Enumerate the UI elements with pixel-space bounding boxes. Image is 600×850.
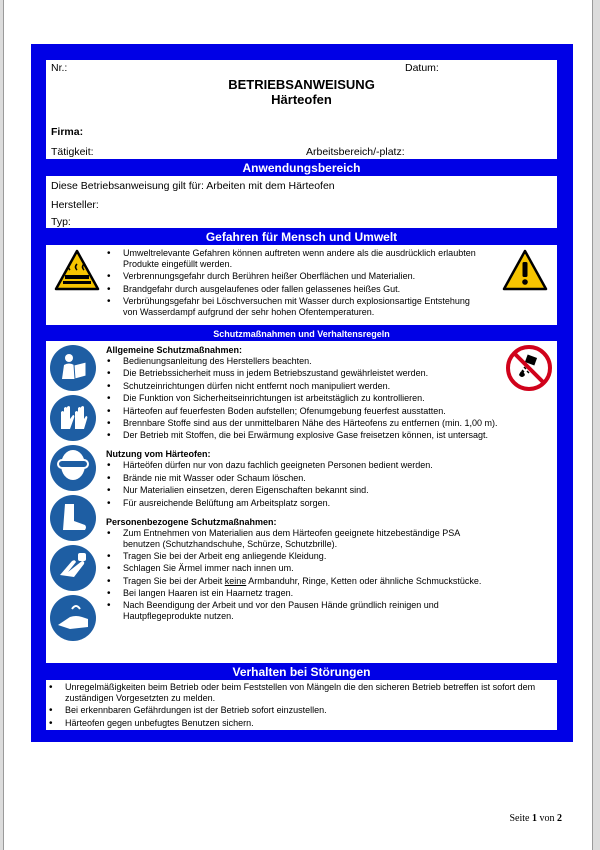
list-item: • Nur Materialien einsetzen, deren Eigenschaften bekannt sind.	[106, 485, 498, 496]
list-item: • Bedienungsanleitung des Herstellers beachten.	[106, 356, 498, 367]
person-list	[106, 528, 498, 623]
nutzung-list	[106, 460, 498, 508]
stoerungen-heading: Verhalten bei Störungen	[232, 665, 371, 679]
taetigkeit-label: Tätigkeit:	[51, 146, 94, 158]
page-von: von	[539, 813, 555, 824]
page-number	[510, 813, 563, 824]
page-title: BETRIEBSANWEISUNG	[228, 77, 375, 92]
list-item: • Härteofen auf feuerfesten Boden aufstellen; Ofenumgebung feuerfest ausstatten.	[106, 406, 498, 417]
schutz-text	[106, 345, 498, 624]
gloves-icon	[50, 395, 96, 441]
list-item: • Brandgefahr durch ausgelaufenes oder fallen gelassenes heißes Gut.	[106, 284, 486, 295]
list-item: • Für ausreichende Belüftung am Arbeitsplatz sorgen.	[106, 498, 498, 509]
page-seite: Seite	[509, 813, 530, 824]
allgemein-list	[106, 356, 498, 441]
safety-boots-icon	[50, 495, 96, 541]
schutzmassnahmen-heading: Schutzmaßnahmen und Verhaltensregeln	[213, 329, 390, 339]
list-item: • Die Funktion von Sicherheitseinrichtungen ist arbeitstäglich zu kontrollieren.	[106, 393, 498, 404]
gefahren-heading: Gefahren für Mensch und Umwelt	[205, 230, 398, 244]
hand-protection-icon	[50, 545, 96, 591]
gilt-fuer-text: Diese Betriebsanweisung gilt für: Arbeiten mit dem Härteofen	[51, 180, 335, 192]
list-item: • Brennbare Stoffe sind aus der unmittelbaren Nähe des Härteofens zu entfernen (min. 1,00 m).	[106, 418, 498, 429]
person-title: Personenbezogene Schutzmaßnahmen:	[106, 516, 277, 527]
typ-label: Typ:	[51, 216, 71, 228]
list-item: • Bei langen Haaren ist ein Haarnetz tragen.	[106, 588, 498, 599]
list-item: • Verbrennungsgefahr durch Berühren heißer Oberflächen und Materialien.	[106, 271, 486, 282]
instruction-frame	[31, 44, 573, 742]
page-total: 2	[557, 813, 562, 824]
anwendungsbereich-box	[46, 176, 557, 228]
safety-goggles-icon	[50, 445, 96, 491]
person-4-underlined: keine	[224, 575, 247, 586]
arbeitsbereich-label: Arbeitsbereich/-platz:	[306, 146, 405, 158]
person-4-post: Armbanduhr, Ringe, Ketten oder ähnliche Schmuckstücke.	[246, 575, 482, 586]
list-item: • Tragen Sie bei der Arbeit eng anliegende Kleidung.	[106, 551, 498, 562]
list-item: • Bei erkennbaren Gefährdungen ist der Betrieb sofort einzustellen.	[48, 705, 553, 716]
person-4-pre: Tragen Sie bei der Arbeit	[123, 575, 225, 586]
hot-surface-warning-icon	[54, 249, 100, 291]
schutzmassnahmen-box	[46, 341, 557, 663]
list-item: • Unregelmäßigkeiten beim Betrieb oder beim Feststellen von Mängeln die den sicheren Betrieb betreffen ist sofort dem zuständigen Vorgesetzten zu melden.	[48, 682, 553, 704]
allgemein-title: Allgemeine Schutzmaßnahmen:	[106, 345, 243, 355]
page-subtitle: Härteofen	[271, 92, 332, 107]
list-item: • Härteofen gegen unbefugtes Benutzen sichern.	[48, 718, 553, 729]
list-item: • Härteöfen dürfen nur von dazu fachlich geeigneten Personen bedient werden.	[106, 460, 498, 471]
hand-wash-icon	[50, 595, 96, 641]
list-item	[106, 576, 498, 587]
list-item: • Zum Entnehmen von Materialien aus dem Härteofen geeignete hitzebeständige PSA benutzen (Schutzhandschuhe, Schürze, Schutzbrille).	[106, 528, 498, 550]
stoerungen-box	[46, 680, 557, 730]
gefahren-list	[106, 248, 486, 320]
list-item: • Brände nie mit Wasser oder Schaum löschen.	[106, 473, 498, 484]
stoerungen-list	[48, 682, 553, 730]
gefahren-box	[46, 245, 557, 325]
header-box	[46, 60, 557, 159]
read-manual-icon	[50, 345, 96, 391]
firma-label: Firma:	[51, 126, 84, 138]
document-page	[3, 0, 593, 850]
list-item: • Die Betriebssicherheit muss in jedem Betriebszustand gewährleistet werden.	[106, 368, 498, 379]
nutzung-title: Nutzung vom Härteofen:	[106, 449, 211, 460]
no-water-extinguish-icon	[506, 345, 552, 391]
list-item: • Nach Beendigung der Arbeit und vor den Pausen Hände gründlich reinigen und Hautpflegeprodukte nutzen.	[106, 600, 498, 622]
list-item: • Der Betrieb mit Stoffen, die bei Erwärmung explosive Gase freisetzen können, ist untersagt.	[106, 430, 498, 441]
list-item: • Umweltrelevante Gefahren können auftreten wenn andere als die ausdrücklich erlaubten Produkte eingefüllt werden.	[106, 248, 486, 270]
anwendungsbereich-heading: Anwendungsbereich	[242, 161, 361, 175]
hersteller-label: Hersteller:	[51, 199, 99, 211]
nr-label: Nr.:	[51, 62, 68, 74]
list-item: • Verbrühungsgefahr bei Löschversuchen mit Wasser durch explosionsartige Entstehung von Wasserdampf aufgrund der sehr hohen Ofentemperaturen.	[106, 296, 486, 318]
datum-label: Datum:	[405, 62, 439, 74]
list-item: • Schutzeinrichtungen dürfen nicht entfernt noch manipuliert werden.	[106, 381, 498, 392]
list-item: • Schlagen Sie Ärmel immer nach innen um.	[106, 563, 498, 574]
general-warning-icon	[502, 249, 548, 291]
page-current: 1	[532, 813, 537, 824]
